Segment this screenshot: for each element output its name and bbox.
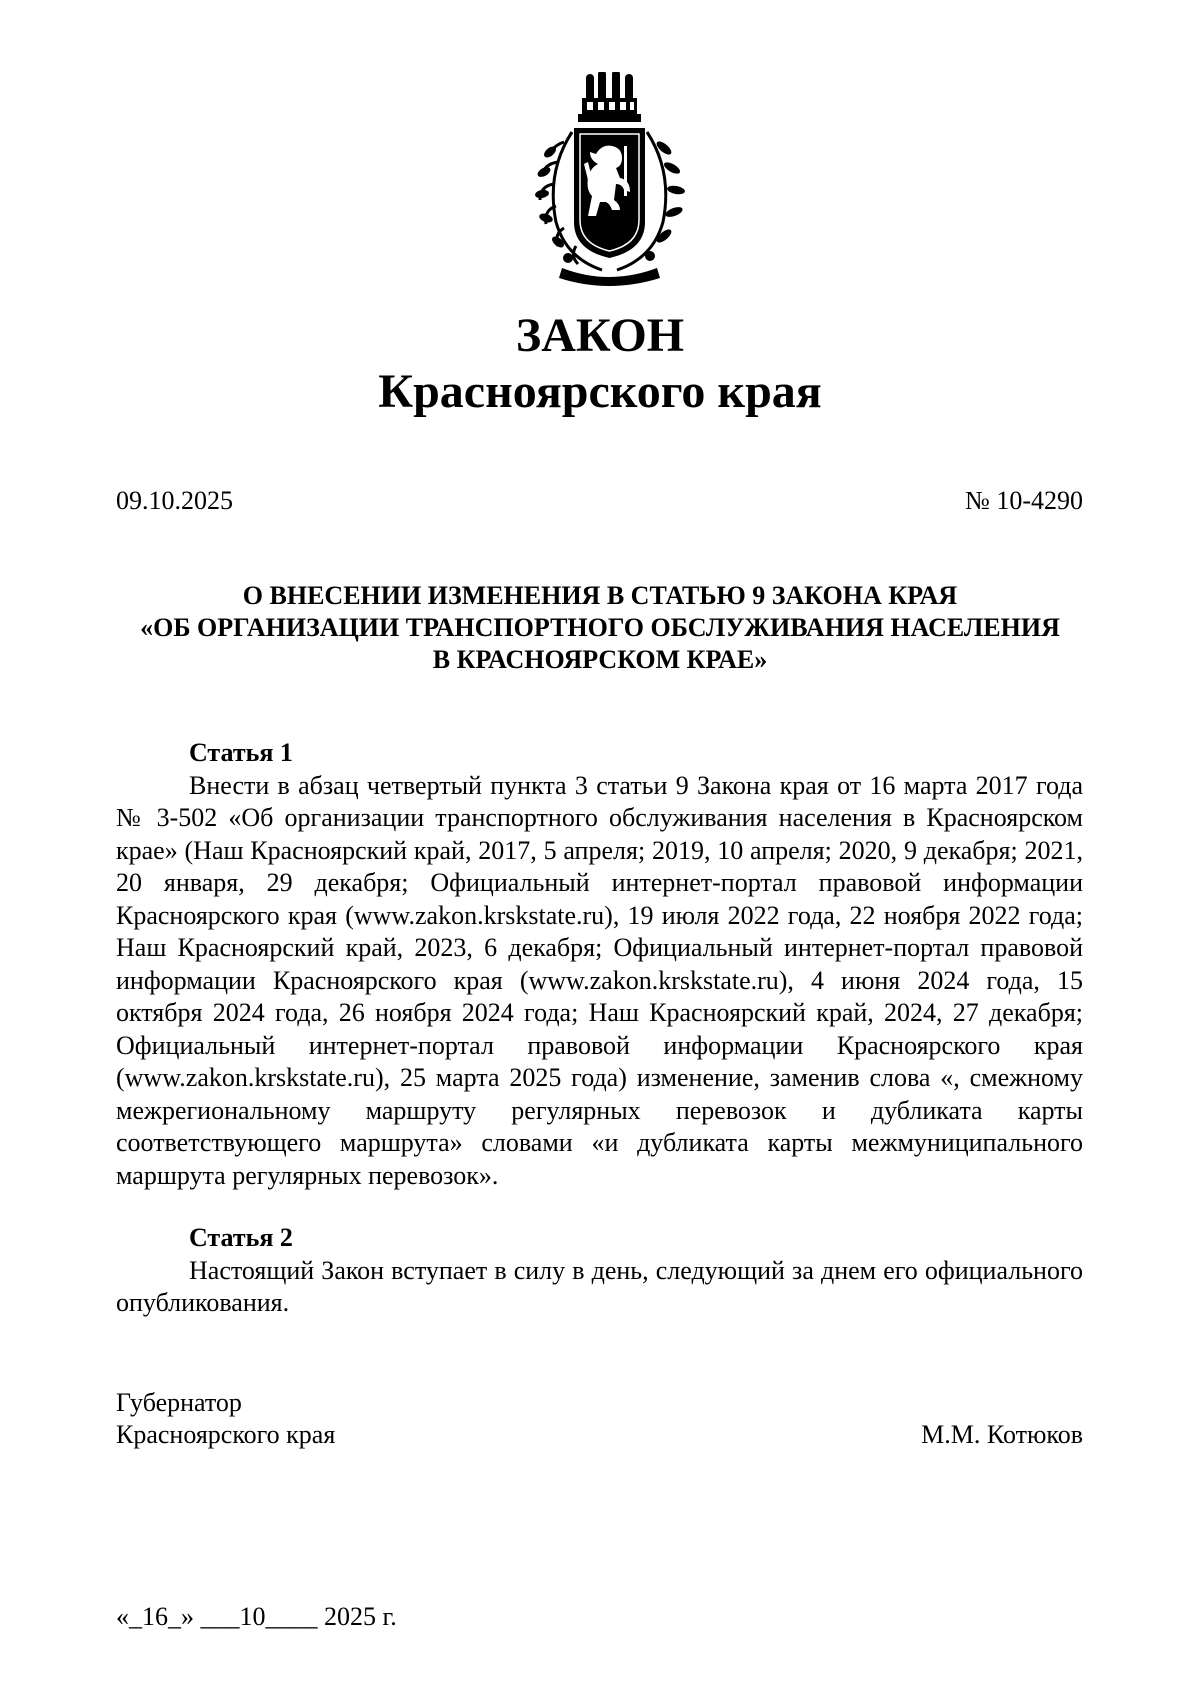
signing-date-open: « — [116, 1602, 129, 1631]
article-body: Настоящий Закон вступает в силу в день, следующий за днем его официального опубликования. — [116, 1255, 1083, 1317]
law-heading — [110, 580, 1090, 676]
article-1 — [116, 737, 1083, 1192]
law-date: 09.10.2025 — [116, 486, 233, 515]
law-heading-line: «ОБ ОРГАНИЗАЦИИ ТРАНСПОРТНОГО ОБСЛУЖИВАНИЯ НАСЕЛЕНИЯ — [140, 613, 1060, 642]
article-body: Внести в абзац четвертый пункта 3 статьи 9 Закона края от 16 марта 2017 года № 3-502 «Об организации транспортного обслуживания населения в Красноярском крае» (Наш Красноярский край, 2017, 5 апреля; 2019, 10 апреля; 2020, 9 декабря; 2021, 20 января, 29 декабря; Официальный интернет-портал правовой информации Красноярского края (www.zakon.krskstate.ru), 19 июля 2022 года, 22 ноября 2022 года; Наш Красноярский край, 2023, 6 декабря; Официальный интернет-портал правовой информации Красноярского края (www.zakon.krskstate.ru), 4 июня 2024 года, 15 октября 2024 года, 26 ноября 2024 года; Наш Красноярский край, 2024, 27 декабря; Официальный интернет-портал правовой информации Красноярского края (www.zakon.krskstate.ru), 25 марта 2025 года) изменение, заменив слова «, смежному межрегиональному маршруту регулярных перевозок и дубликата карты соответствующего маршрута» словами «и дубликата карты межмуниципального маршрута регулярных перевозок». — [116, 770, 1083, 1190]
signing-date-day: _16_ — [129, 1602, 181, 1631]
law-heading-line: В КРАСНОЯРСКОМ КРАЕ» — [432, 645, 768, 674]
coat-of-arms-icon — [532, 72, 687, 287]
signature-block — [116, 1387, 1083, 1451]
signer-position-line1: Губернатор — [116, 1388, 242, 1417]
law-heading-line: О ВНЕСЕНИИ ИЗМЕНЕНИЯ В СТАТЬЮ 9 ЗАКОНА КРАЯ — [242, 581, 958, 610]
law-title: ЗАКОН — [515, 309, 685, 362]
article-title: Статья 1 — [189, 738, 293, 767]
article-title: Статья 2 — [189, 1223, 293, 1252]
law-number: № 10-4290 — [965, 486, 1083, 515]
signing-date — [116, 1601, 397, 1633]
law-subtitle: Красноярского края — [378, 365, 822, 418]
signing-date-month: ___10____ — [200, 1602, 318, 1631]
signing-date-year: 2025 г. — [317, 1602, 397, 1631]
signer-position-line2: Красноярского края — [116, 1420, 336, 1449]
signer-name: М.М. Котюков — [921, 1420, 1083, 1449]
signing-date-close: » — [181, 1602, 201, 1631]
article-2 — [116, 1222, 1083, 1320]
